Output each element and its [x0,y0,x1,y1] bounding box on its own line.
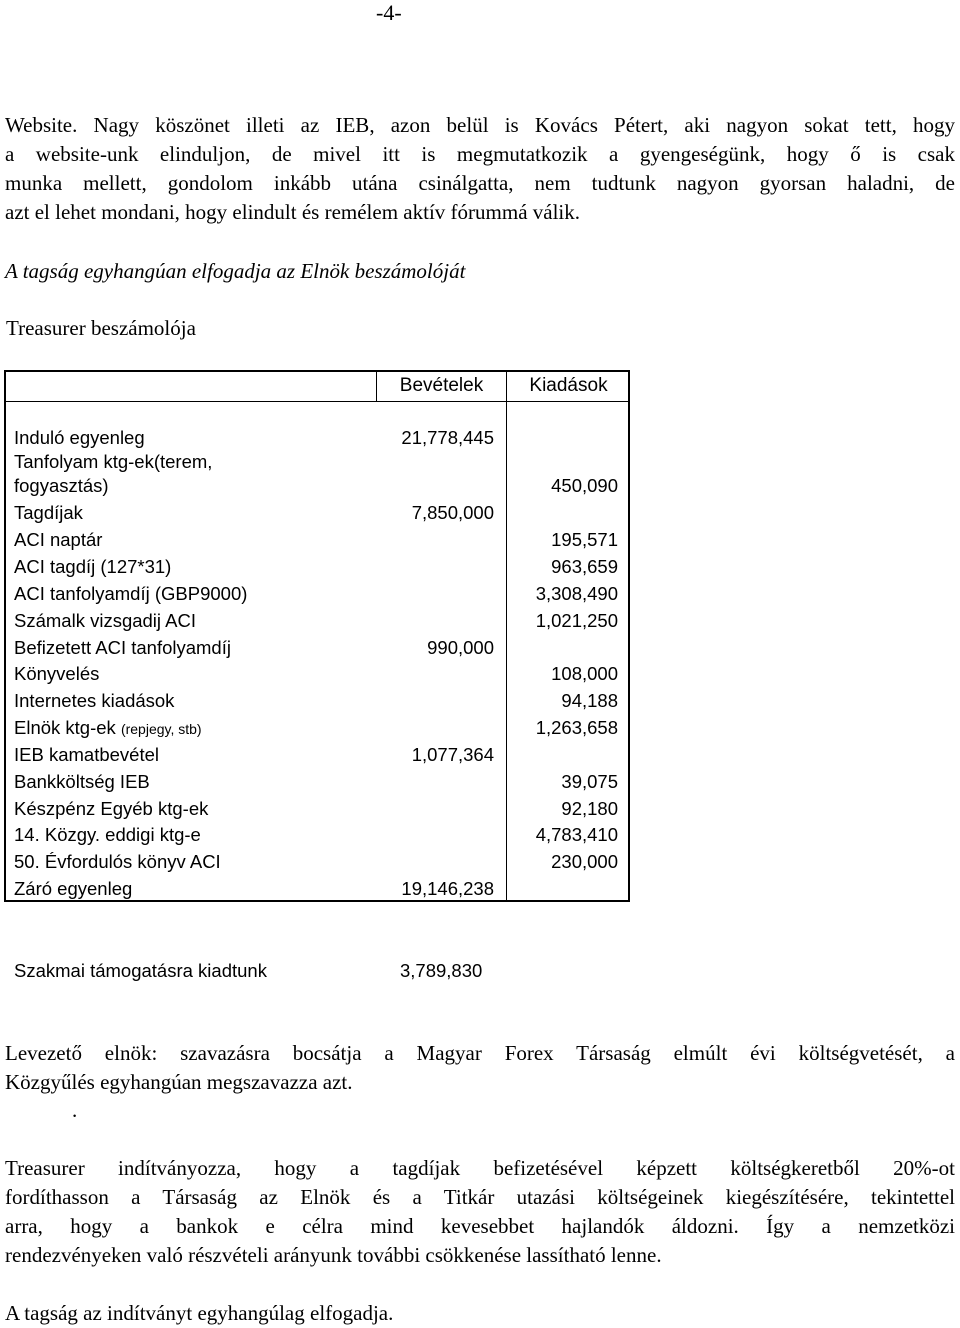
motion-line: Treasurer indítványozza, hogy a tagdíjak befizetésével képzett költségkeretből 20%-ot [5,1156,955,1180]
row-income: 21,778,445 [401,427,494,448]
table-row [14,796,620,822]
row-expense: 4,783,410 [535,824,618,845]
table-row [14,608,620,634]
table-row [14,581,620,607]
table-row [14,425,620,451]
row-label: IEB kamatbevétel [14,744,159,765]
chair-text: szavazásra bocsátja a Magyar Forex Társaság elmúlt évi költségvetését, a [180,1041,955,1065]
chair-line [5,1039,955,1068]
row-expense: 92,180 [561,798,618,819]
row-label: Tagdíjak [14,502,83,523]
row-expense: 3,308,490 [535,583,618,604]
row-income: 990,000 [427,637,494,658]
row-label: Befizetett ACI tanfolyamdíj [14,637,231,658]
motion-line: fordíthasson a Társaság az Elnök és a Titkár utazási költségeinek kiegészítésére, tekintettel [5,1185,955,1209]
row-label: Induló egyenleg [14,427,145,448]
row-label: Készpénz Egyéb ktg-ek [14,798,209,819]
chair-label: Levezető elnök: [5,1041,158,1065]
motion-line: arra, hogy a bankok e célra mind kevesebbet hajlandók áldozni. Így a nemzetközi [5,1214,955,1238]
table-row [14,661,620,687]
row-label: Tanfolyam ktg-ek(terem, [14,451,213,472]
table-row [14,500,620,526]
resolution-president-report: A tagság egyhangúan elfogadja az Elnök beszámolóját [5,259,466,283]
table-row [14,849,620,875]
row-label: Záró egyenleg [14,878,133,899]
support-label: Szakmai támogatásra kiadtunk [14,960,267,981]
row-expense: 108,000 [551,663,618,684]
intro-line: a website-unk elinduljon, de mivel itt is megmutatkozik a gyengeségünk, hogy ő is csak [5,142,955,166]
row-label: ACI tagdíj (127*31) [14,556,172,577]
treasurer-motion-paragraph [5,1154,955,1270]
row-expense: 963,659 [551,556,618,577]
row-label: Könyvelés [14,663,100,684]
table-row [14,876,620,902]
page-number: -4- [376,0,402,25]
intro-line: Website. Nagy köszönet illeti az IEB, azon belül is Kovács Pétert, aki nagyon sokat tett, hogy [5,113,955,137]
table-row [14,769,620,795]
chair-paragraph [5,1039,955,1097]
row-expense: 1,021,250 [535,610,618,631]
row-expense: 1,263,658 [535,717,618,738]
table-header-income: Bevételek [377,370,507,402]
row-label: 50. Évfordulós könyv ACI [14,851,221,872]
table-row [14,715,620,741]
stray-dot: . [72,1098,78,1122]
row-label: ACI tanfolyamdíj (GBP9000) [14,583,248,604]
row-label: Bankköltség IEB [14,771,150,792]
table-row [14,635,620,661]
table-row [14,742,620,768]
chair-line: Közgyűlés egyhangúan megszavazza azt. [5,1070,353,1094]
intro-paragraph [5,111,955,227]
row-expense: 230,000 [551,851,618,872]
row-expense: 94,188 [561,690,618,711]
row-expense: 39,075 [561,771,618,792]
table-header-expense: Kiadások [507,370,630,402]
row-expense: 195,571 [551,529,618,550]
motion-line: rendezvényeken való részvételi arányunk további csökkenése lassítható lenne. [5,1243,662,1267]
resolution-motion-accepted: A tagság az indítványt egyhangúlag elfogadja. [5,1301,394,1325]
row-income: 1,077,364 [411,744,494,765]
row-label: Internetes kiadások [14,690,175,711]
row-label-note: (repjegy, stb) [120,721,202,737]
table-row [14,473,620,499]
row-label: Számalk vizsgadij ACI [14,610,196,631]
table-row [14,554,620,580]
intro-line: munka mellett, gondolom inkább utána csinálgatta, nem tudtunk nagyon gyorsan haladni, de [5,171,955,195]
row-label: 14. Közgy. eddigi ktg-e [14,824,201,845]
table-row [14,822,620,848]
table-row [14,688,620,714]
treasurer-report-heading: Treasurer beszámolója [6,316,196,340]
row-label-main: Elnök ktg-ek [14,717,116,738]
table-header-blank [4,370,377,402]
row-income: 19,146,238 [401,878,494,899]
support-value: 3,789,830 [400,960,483,981]
row-label [14,715,202,742]
row-expense: 450,090 [551,475,618,496]
row-label: ACI naptár [14,529,103,550]
intro-line: azt el lehet mondani, hogy elindult és remélem aktív fórummá válik. [5,200,580,224]
table-row [14,527,620,553]
row-label: fogyasztás) [14,475,109,496]
table-row [14,449,620,475]
row-income: 7,850,000 [411,502,494,523]
professional-support-line [0,960,960,986]
